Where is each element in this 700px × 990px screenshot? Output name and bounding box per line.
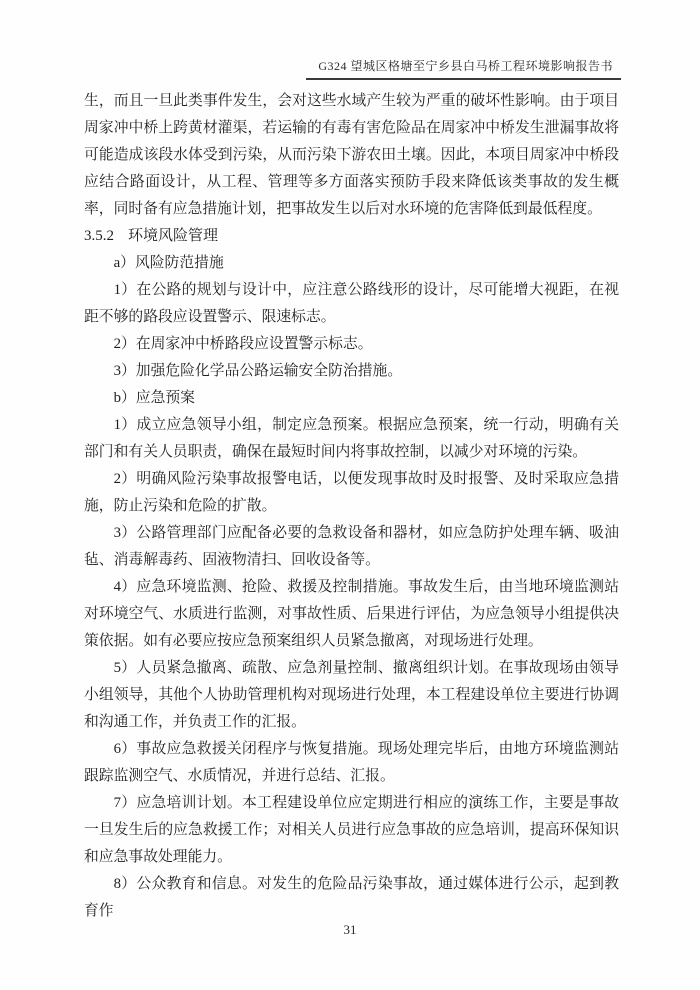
- body-paragraph: 5）人员紧急撤离、疏散、应急剂量控制、撤离组织计划。在事故现场由领导小组领导，其他个人协助管理机构对现场进行处理，本工程建设单位主要进行协调和沟通工作，并负责工作的汇报。: [84, 660, 619, 730]
- body-paragraph: 6）事故应急救援关闭程序与恢复措施。现场处理完毕后，由地方环境监测站跟踪监测空气、水质情况，并进行总结、汇报。: [84, 741, 619, 784]
- body-paragraph: 1）在公路的规划与设计中，应注意公路线形的设计，尽可能增大视距，在视距不够的路段应设置警示、限速标志。: [84, 282, 619, 325]
- body-paragraph: 3）加强危险化学品公路运输安全防治措施。: [113, 363, 403, 379]
- body-paragraph: 1）成立应急领导小组，制定应急预案。根据应急预案，统一行动，明确有关部门和有关人员职责，确保在最短时间内将事故控制，以减少对环境的污染。: [84, 417, 619, 460]
- page-footer: [0, 922, 700, 938]
- document-body: [84, 88, 619, 925]
- body-paragraph: 生，而且一旦此类事件发生，会对这些水域产生较为严重的破坏性影响。由于项目周家冲中桥上跨黄材灌渠，若运输的有毒有害危险品在周家冲中桥发生泄漏事故将可能造成该段水体受到污染，从而污染下游农田土壤。因此，本项目周家冲中桥段应结合路面设计，从工程、管理等多方面落实预防手段来降低该类事故的发生概率，同时备有应急措施计划，把事故发生以后对水环境的危害降低到最低程度。: [84, 93, 619, 217]
- section-number: 3.5.2: [84, 228, 114, 244]
- section-title: 环境风险管理: [128, 228, 219, 244]
- body-paragraph: 7）应急培训计划。本工程建设单位应定期进行相应的演练工作，主要是事故一旦发生后的应急救援工作；对相关人员进行应急事故的应急培训，提高环保知识和应急事故处理能力。: [84, 795, 619, 865]
- body-paragraph: 3）公路管理部门应配备必要的急救设备和器材，如应急防护处理车辆、吸油毡、消毒解毒药、固液物清扫、回收设备等。: [84, 525, 619, 568]
- body-paragraph: 2）在周家冲中桥路段应设置警示标志。: [113, 336, 373, 352]
- body-paragraph: 8）公众教育和信息。对发生的危险品污染事故，通过媒体进行公示，起到教育作: [84, 876, 619, 919]
- body-paragraph: 2）明确风险污染事故报警电话，以便发现事故时及时报警、及时采取应急措施，防止污染和危险的扩散。: [84, 471, 619, 514]
- body-paragraph: b）应急预案: [113, 390, 195, 406]
- page-number: 31: [343, 922, 357, 937]
- section-heading: [84, 223, 619, 250]
- running-title: G324 望城区格塘至宁乡县白马桥工程环境影响报告书: [306, 57, 621, 80]
- body-paragraph: 4）应急环境监测、抢险、救援及控制措施。事故发生后，由当地环境监测站对环境空气、水质进行监测，对事故性质、后果进行评估，为应急领导小组提供决策依据。如有必要应按应急预案组织人员紧急撤离，对现场进行处理。: [84, 579, 619, 649]
- body-paragraph: a）风险防范措施: [113, 255, 224, 271]
- page-header: [306, 57, 621, 80]
